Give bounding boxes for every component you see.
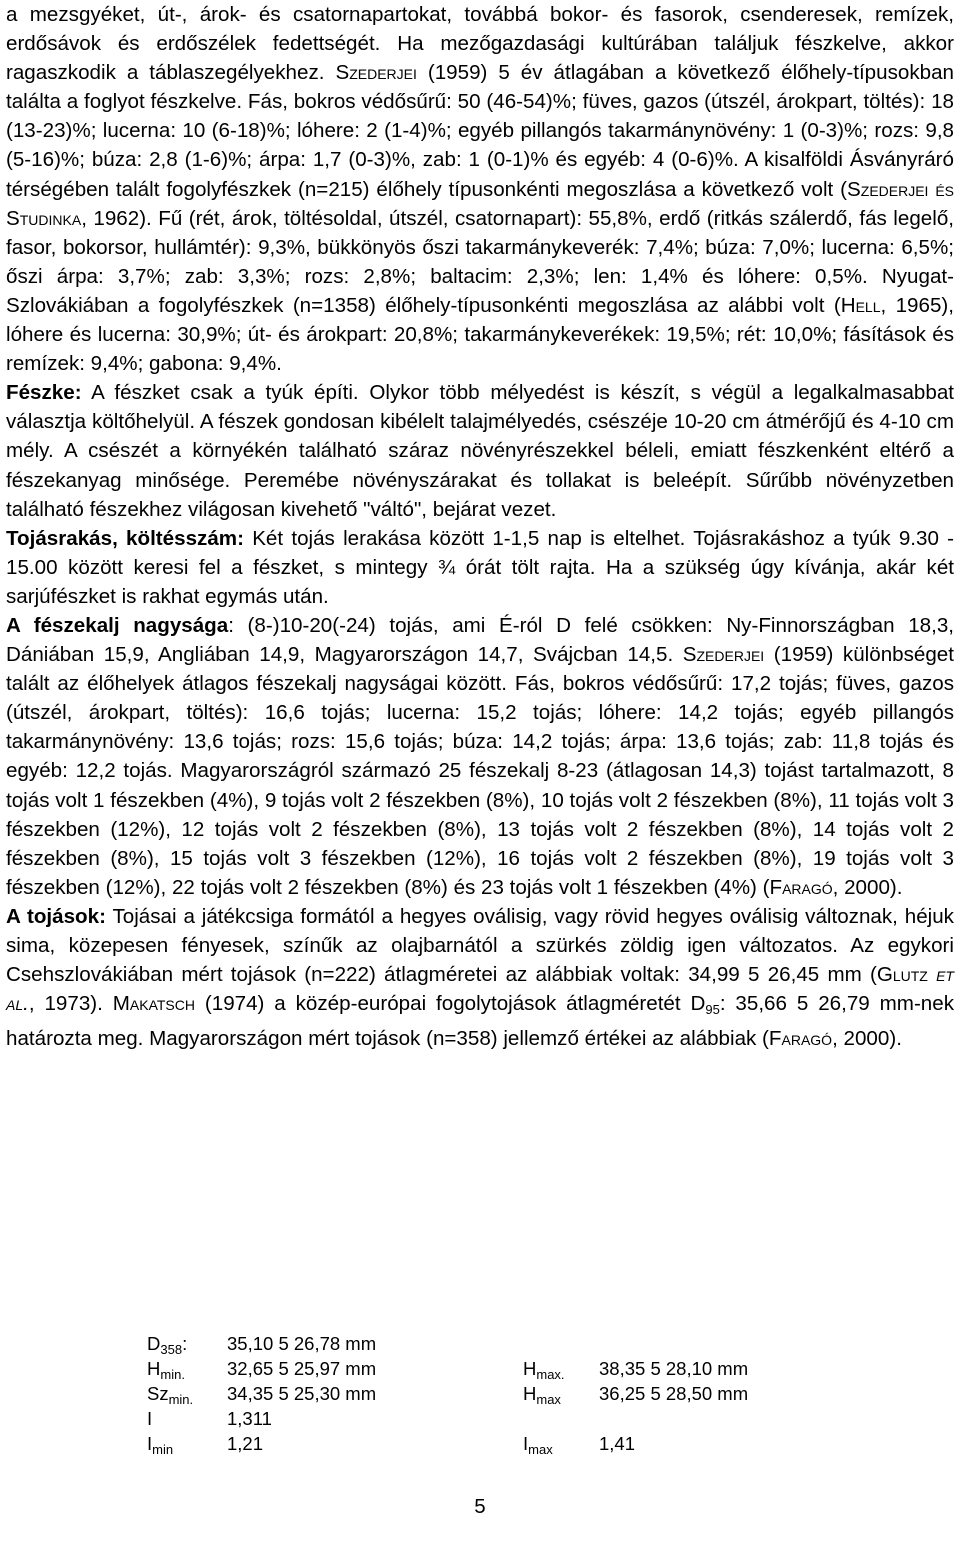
text: (1959) különbséget talált az élőhelyek átlagos fészekalj nagyságai között. Fás, bokros védősűrű: 17,2 tojás; füves, gazos (útszél, árokpart, töltés): 16,6 tojás; lucerna: 15,2 tojás; lóhere: 14,2 tojás; egyéb pillangós takarmánynövény: 13,6 tojás; rozs: 15,6 tojás; búza: 14,2 tojás; árpa: 13,6 tojás; zab: 11,8 tojás és egyéb: 12,2 tojás. Magyarországról származó 25 fészekalj 8-23 (átlagosan 14,3) tojást tartalmazott, 8 tojás volt 1 fészekben (4%), 9 tojás volt 2 fészekben (8%), 10 tojás volt 2 fészekben (8%), 11 tojás volt 3 fészekben (12%), 12 tojás volt 2 fészekben (8%), 13 tojás volt 2 fészekben (8%), 14 tojás volt 2 fészekben (8%), 15 tojás volt 3 fészekben (12%), 16 tojás volt 2 fészekben (8%), 19 tojás volt 3 fészekben (12%), 22 tojás volt 2 fészekben (8%) és 23 tojás volt 1 fészekben (4%) (	[6, 643, 954, 899]
page-number: 5	[474, 1495, 486, 1518]
text: (1974) a közép-európai fogolytojások átlagméretét D	[195, 992, 706, 1016]
section-heading: Fészke:	[6, 381, 82, 405]
paragraph-habitat	[6, 0, 954, 378]
document-page	[6, 0, 954, 1053]
author-ref: Makatsch	[112, 992, 195, 1016]
text: 26,79 mm-nek határozta meg. Magyarországon mért tojások (n=358) jellemző értékei az alábbiak (	[6, 992, 955, 1051]
text: , 2000).	[832, 875, 903, 899]
text: , 1965), lóhere és lucerna: 30,9%; út- és árokpart: 20,8%; takarmánykeverékek: 19,5%; rét: 10,0%; fásítások és remízek: 9,4%; gabona: 9,4%.	[6, 293, 954, 376]
measure-value: 1,41	[599, 1433, 636, 1454]
measure-value: 1,311	[227, 1408, 272, 1429]
author-ref: Faragó	[768, 1027, 833, 1051]
text: Két tojás lerakása között 1-1,5 nap is eltelhet. Tojásrakáshoz a tyúk 9.30 - 15.00 között keresi fel a fészket, s mintegy ¾ órát tölt rajta. Ha a szükség úgy kívánja, akár két sarjúfészket is rakhat egymás után.	[6, 526, 955, 608]
times-symbol: 5	[748, 963, 760, 987]
text: , 1973).	[28, 992, 113, 1016]
measure-label: $H_{max.}$	[523, 1358, 565, 1382]
measure-label: $I_{min}$	[147, 1433, 174, 1457]
times-symbol: 5	[796, 992, 809, 1016]
text: : (8-)10-20(-24) tojás, ami É-ról D felé csökken: Ny-Finnországban 18,3, Dániában 15,9, Angliában 14,9, Magyarországon 14,7, Svájcban 14,5.	[6, 613, 954, 667]
section-heading: A fészekalj nagysága	[6, 613, 229, 637]
measure-value: 32,65 5 25,97 mm	[227, 1358, 377, 1379]
measure-label: $H_{min.}$	[147, 1358, 185, 1382]
text: , 1962). Fű (rét, árok, töltésoldal, útszél, csatornapart): 55,8%, erdő (ritkás szálerdő, fás legelő, fasor, bokorsor, hullámtér): 9,3%, bükkönyös őszi takarmánykeverék: 7,4%; búza: 7,0%; lucerna: 6,5%; őszi árpa: 3,7%; zab: 3,3%; rozs: 2,8%; baltacim: 2,3%; len: 1,4% és lóhere: 0,5%. Nyugat-Szlovákiában a fogolyfészkek (n=1358) élőhely-típusonkénti megoszlása az alábbi volt (	[6, 206, 954, 317]
measure-value: 38,35 5 28,10 mm	[599, 1358, 749, 1379]
measure-value: 35,10 5 26,78 mm	[227, 1333, 377, 1354]
measure-label: $I_{max}$	[523, 1433, 553, 1457]
section-heading: Tojásrakás, költésszám:	[6, 526, 244, 550]
text: : 35,66	[719, 992, 797, 1016]
paragraph-egg-laying	[6, 524, 954, 611]
section-heading: A tojások:	[6, 904, 106, 928]
paragraph-clutch-size	[6, 611, 954, 902]
measure-label: $H_{max}$	[523, 1383, 561, 1407]
text: A fészket csak a tyúk építi. Olykor több mélyedést is készít, s végül a legalkalmasabbat választja költőhelyül. A fészek gondosan kibélelt talajmélyedés, csészéje 10-20 cm átmérőjű és 4-10 cm mély. A csészét a környékén található száraz növényrészekkel béleli, emiatt fészkenként eltérő a fészekanyag minősége. Peremébe növényszárakat és tollakat is beleépít. Sűrűbb növényzetben található fészekhez világosan kivehető "váltó", bejárat vezet.	[6, 381, 954, 521]
author-ref: Szederjei és Studinka	[6, 177, 955, 230]
author-ref: Hell	[840, 293, 881, 317]
author-ref: Szederjei	[682, 643, 765, 667]
subscript: 95	[705, 1002, 720, 1018]
author-ref: Szederjei	[335, 61, 417, 85]
author-ref: Glutz	[876, 963, 928, 987]
author-ref: Faragó	[769, 875, 833, 899]
author-ref-etal: et al.	[6, 963, 954, 1016]
measure-value: 34,35 5 25,30 mm	[227, 1383, 377, 1404]
measure-label: $D_{358}$:	[147, 1333, 188, 1357]
measure-label: $Sz_{min.}$	[147, 1383, 194, 1407]
measure-label: I	[147, 1408, 153, 1429]
text: a mezsgyéket, út-, árok- és csatornapartokat, továbbá bokor- és fasorok, csenderesek, remízek, erdősávok és erdőszélek fedettségét. Ha mezőgazdasági kultúrában találjuk fészkelve, akkor ragaszkodik a táblaszegélyekhez.	[6, 3, 954, 85]
text: 26,45 mm (	[759, 963, 877, 987]
text: , 2000).	[832, 1027, 902, 1051]
paragraph-nest	[6, 378, 954, 523]
measure-value: 1,21	[227, 1433, 264, 1454]
text: (1959) 5 év átlagában a következő élőhely-típusokban találta a foglyot fészkelve. Fás, bokros védősűrű: 50 (46-54)%; füves, gazos (útszél, árokpart, töltés): 18 (13-23)%; lucerna: 10 (6-18)%; lóhere: 2 (1-4)%; egyéb pillangós takarmánynövény: 1 (0-3)%; rozs: 9,8 (5-16)%; búza: 2,8 (1-6)%; árpa: 1,7 (0-3)%, zab: 1 (0-1)% és egyéb: 4 (0-6)%. A kisalföldi Ásványráró térségében talált fogolyfészkek (n=215) élőhely típusonkénti megoszlása a következő volt (	[6, 61, 954, 201]
paragraph-eggs	[6, 902, 954, 1053]
text: Tojásai a játékcsiga formától a hegyes oválisig, vagy rövid hegyes oválisig változnak, héjuk sima, közepesen fényesek, színűk az olajbarnától a szürkés zöldig igen változatos. Az egykori Csehszlovákiában mért tojások (n=222) átlagméretei az alábbiak voltak: 34,99	[6, 904, 954, 987]
measure-value: 36,25 5 28,50 mm	[599, 1383, 749, 1404]
